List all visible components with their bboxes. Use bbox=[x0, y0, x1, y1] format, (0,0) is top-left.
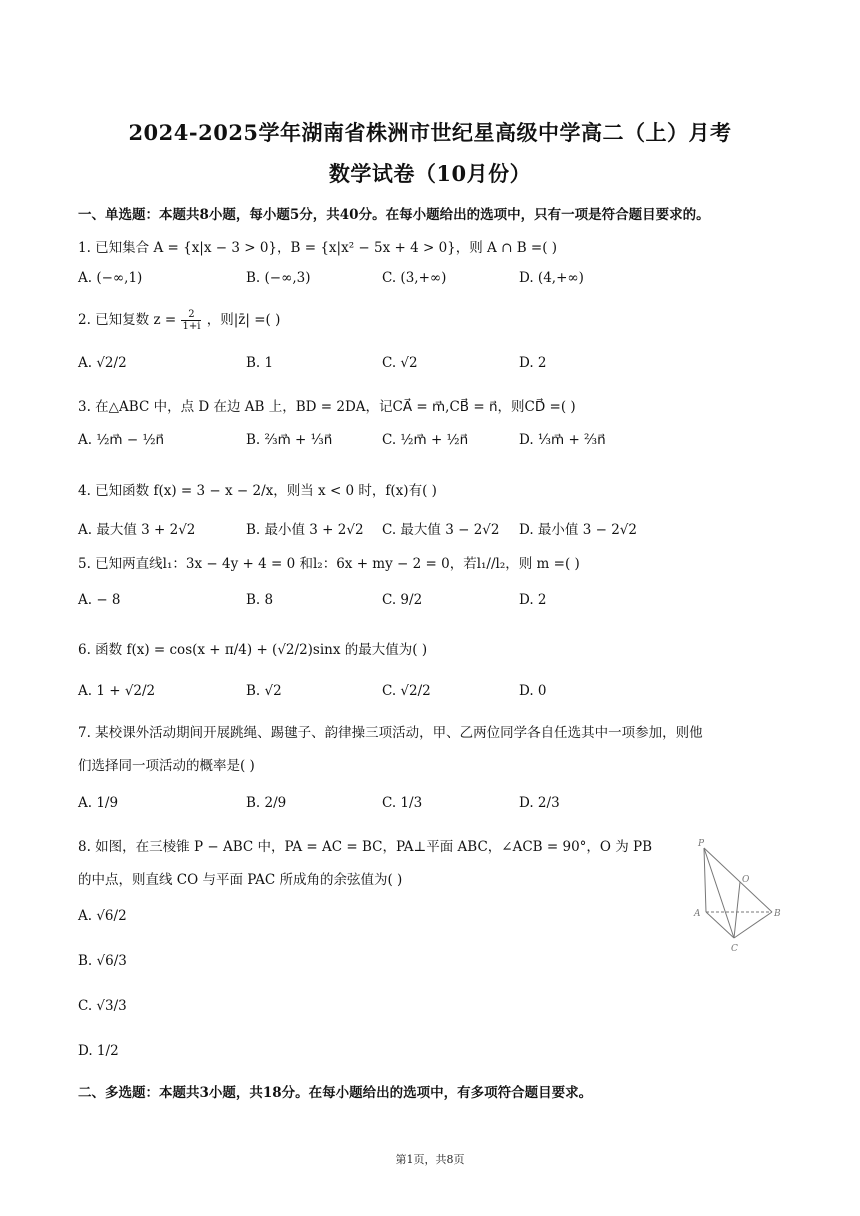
q6-option-b: B. √2 bbox=[246, 683, 282, 699]
question-4-stem: 4. 已知函数 f(x) = 3 − x − 2/x，则当 x < 0 时，f(x)有( ) bbox=[78, 483, 437, 499]
section-heading-single-choice: 一、单选题：本题共8小题，每小题5分，共40分。在每小题给出的选项中，只有一项是符合题目要求的。 bbox=[78, 207, 710, 223]
q3-option-b: B. ⅔m⃗ + ⅓n⃗ bbox=[246, 432, 333, 448]
figure-label-c: C bbox=[731, 944, 738, 954]
question-8-stem-line-1: 8. 如图，在三棱锥 P − ABC 中，PA = AC = BC，PA⊥平面 ABC，∠ACB = 90°，O 为 PB bbox=[78, 839, 653, 855]
pyramid-figure bbox=[688, 832, 788, 962]
question-8-stem-line-2: 的中点，则直线 CO 与平面 PAC 所成角的余弦值为( ) bbox=[78, 872, 403, 888]
figure-label-p: P bbox=[698, 839, 705, 849]
figure-label-o: O bbox=[742, 875, 750, 885]
q8-option-a: A. √6/2 bbox=[78, 908, 127, 924]
question-6-stem: 6. 函数 f(x) = cos(x + π/4) + (√2/2)sinx 的最大值为( ) bbox=[78, 642, 428, 658]
figure-label-a: A bbox=[694, 909, 701, 919]
q5-option-d: D. 2 bbox=[519, 592, 547, 608]
question-1-stem: 1. 已知集合 A = {x|x − 3 > 0}，B = {x|x² − 5x + 4 > 0}，则 A ∩ B =( ) bbox=[78, 240, 558, 256]
q2-fraction-numerator: 2 bbox=[181, 309, 201, 321]
q2-option-d: D. 2 bbox=[519, 355, 547, 371]
q3-option-c: C. ½m⃗ + ½n⃗ bbox=[382, 432, 469, 448]
q6-option-d: D. 0 bbox=[519, 683, 547, 699]
q7-option-a: A. 1/9 bbox=[78, 795, 119, 811]
question-7-stem-line-2: 们选择同一项活动的概率是( ) bbox=[78, 758, 255, 774]
question-7-stem-line-1: 7. 某校课外活动期间开展跳绳、踢毽子、韵律操三项活动，甲、乙两位同学各自任选其中一项参加，则他 bbox=[78, 725, 703, 741]
q8-option-d: D. 1/2 bbox=[78, 1043, 119, 1059]
page-footer: 第1页，共8页 bbox=[395, 1153, 465, 1166]
exam-title: 2024-2025学年湖南省株洲市世纪星高级中学高二（上）月考 bbox=[128, 120, 732, 145]
q1-option-d: D. (4,+∞) bbox=[519, 270, 584, 286]
q3-option-d: D. ⅓m⃗ + ⅔n⃗ bbox=[519, 432, 606, 448]
question-3-stem: 3. 在△ABC 中，点 D 在边 AB 上，BD = 2DA，记CA⃗ = m⃗,CB⃗ = n⃗，则CD⃗ =( ) bbox=[78, 399, 576, 415]
q2-option-a: A. √2/2 bbox=[78, 355, 127, 371]
q5-option-c: C. 9/2 bbox=[382, 592, 423, 608]
q5-option-a: A. − 8 bbox=[78, 592, 121, 608]
q1-option-c: C. (3,+∞) bbox=[382, 270, 447, 286]
q2-fraction-denominator: 1+i bbox=[182, 321, 201, 332]
question-5-stem: 5. 已知两直线l₁：3x − 4y + 4 = 0 和l₂：6x + my − 2 = 0，若l₁//l₂，则 m =( ) bbox=[78, 556, 580, 572]
q5-option-b: B. 8 bbox=[246, 592, 274, 608]
q8-option-b: B. √6/3 bbox=[78, 953, 127, 969]
q2-fraction bbox=[181, 309, 201, 332]
exam-subtitle: 数学试卷（10月份） bbox=[328, 161, 532, 186]
section-heading-multiple-choice: 二、多选题：本题共3小题，共18分。在每小题给出的选项中，有多项符合题目要求。 bbox=[78, 1085, 593, 1101]
q7-option-c: C. 1/3 bbox=[382, 795, 423, 811]
q4-option-d: D. 最小值 3 − 2√2 bbox=[519, 522, 637, 538]
q8-option-c: C. √3/3 bbox=[78, 998, 127, 1014]
figure-label-b: B bbox=[774, 909, 781, 919]
q2-option-c: C. √2 bbox=[382, 355, 418, 371]
question-2-stem bbox=[78, 308, 280, 332]
q1-option-a: A. (−∞,1) bbox=[78, 270, 143, 286]
q4-option-a: A. 最大值 3 + 2√2 bbox=[78, 522, 196, 538]
q7-option-b: B. 2/9 bbox=[246, 795, 287, 811]
q2-option-b: B. 1 bbox=[246, 355, 274, 371]
q1-option-b: B. (−∞,3) bbox=[246, 270, 311, 286]
q2-stem-prefix: 2. 已知复数 z = bbox=[78, 312, 177, 328]
q3-option-a: A. ½m⃗ − ½n⃗ bbox=[78, 432, 165, 448]
q4-option-c: C. 最大值 3 − 2√2 bbox=[382, 522, 500, 538]
q6-option-a: A. 1 + √2/2 bbox=[78, 683, 156, 699]
q4-option-b: B. 最小值 3 + 2√2 bbox=[246, 522, 364, 538]
q6-option-c: C. √2/2 bbox=[382, 683, 431, 699]
q2-stem-suffix: ，则|z̄| =( ) bbox=[206, 312, 281, 328]
q7-option-d: D. 2/3 bbox=[519, 795, 560, 811]
